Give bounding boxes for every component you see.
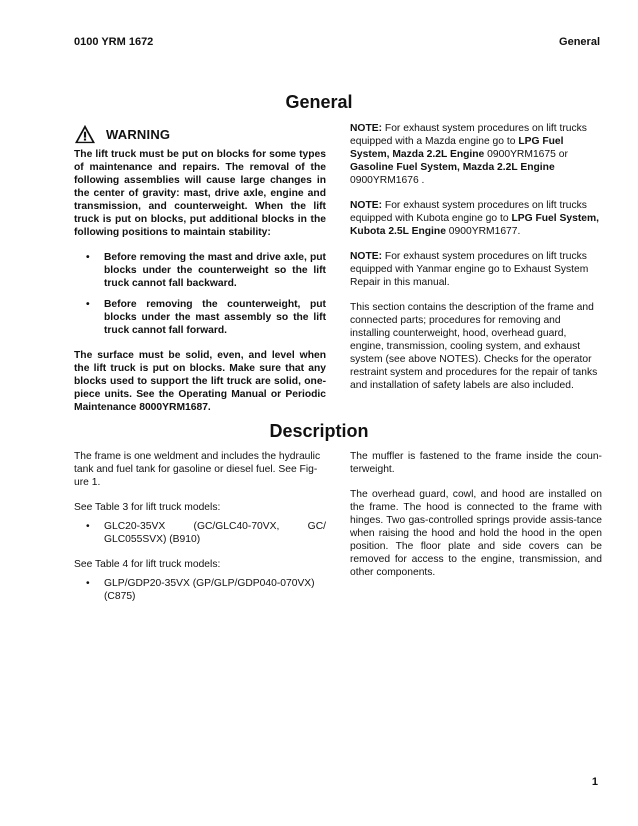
description-frame-text: The frame is one weldment and includes the hydraulic tank and fuel tank for gasoline or diesel fuel. See Fig-ure 1. [74, 451, 321, 488]
warning-block [74, 124, 326, 426]
warning-triangle-icon [74, 124, 96, 144]
page-number: 1 [591, 776, 598, 788]
warning-bullets [74, 251, 326, 337]
note-text: For exhaust system procedures on lift trucks equipped with Kubota engine go to [350, 200, 587, 224]
note-reference: LPG Fuel System, Kubota 2.5L Engine [350, 213, 600, 237]
warning-label: WARNING [106, 126, 171, 142]
notes-column [350, 122, 602, 404]
warning-header [74, 124, 326, 144]
note-reference: Gasoline Fuel System, Mazda 2.2L Engine [350, 162, 555, 173]
note-yanmar [350, 250, 602, 289]
note-mazda [350, 122, 602, 187]
table3-models-list [74, 520, 326, 546]
note-text: 0900YRM1677. [445, 226, 521, 237]
note-text: 0900YRM1675 or [484, 149, 568, 160]
note-label: NOTE: [350, 200, 383, 211]
list-item: • GLP/GDP20-35VX (GP/GLP/GDP040-070VX) (C875) [74, 577, 326, 603]
description-right-column [350, 450, 602, 591]
warning-bullet: • Before removing the counterweight, put blocks under the mast assembly so the lift truck cannot fall forward. [74, 298, 326, 337]
overhead-guard-text: The overhead guard, cowl, and hood are installed on the frame. The hood is connected to the frame with hinges. Two gas-controlled springs provide assis-tance when raising the hood and hold the hood in the open position. The floor plate and side covers can be removed for access to the engine, transmission, and other components. [350, 489, 602, 578]
note-reference: LPG Fuel System, Mazda 2.2L Engine [350, 136, 564, 160]
table4-models-list [74, 577, 326, 603]
note-text: For exhaust system procedures on lift trucks equipped with Yanmar engine go to Exhaust System Repair in this manual. [350, 251, 589, 288]
section-description: This section contains the description of the frame and connected parts; procedures for removing and installing counterweight, hood, overhead guard, engine, transmission, cooling system, and exhaust system (see above NOTES). Checks for the operator restraint system and procedures for the repair of tanks and installation of safety labels are also included. [350, 302, 598, 391]
note-label: NOTE: [350, 251, 383, 262]
header-doc-id: 0100 YRM 1672 [74, 36, 154, 48]
note-kubota [350, 199, 602, 238]
list-item: • GLC20-35VX (GC/GLC40-70VX, GC/ GLC055SVX) (B910) [74, 520, 326, 546]
table4-reference: See Table 4 for lift truck models: [74, 559, 221, 570]
table3-reference: See Table 3 for lift truck models: [74, 502, 221, 513]
note-text: For exhaust system procedures on lift trucks equipped with a Mazda engine go to [350, 123, 587, 147]
note-text: 0900YRM1676 . [350, 175, 425, 186]
description-title: Description [269, 421, 369, 441]
header-section: General [559, 36, 600, 48]
description-left-column [74, 450, 326, 615]
note-label: NOTE: [350, 123, 383, 134]
warning-bullet: • Before removing the mast and drive axle, put blocks under the counterweight so the lift truck cannot fall backward. [74, 251, 326, 290]
warning-closing: The surface must be solid, even, and level when the lift truck is put on blocks. Make sure that any blocks used to support the lift truck are solid, one-piece units. See the Operating Manual or Periodic Maintenance 8000YRM1687. [74, 350, 326, 413]
muffler-text: The muffler is fastened to the frame inside the coun-terweight. [350, 451, 602, 475]
warning-intro: The lift truck must be put on blocks for some types of maintenance and repairs. The removal of the following assemblies will cause large changes in the center of gravity: mast, drive axle, engine and transmission, and counterweight. When the lift truck is put on blocks, put additional blocks in the following positions to maintain stability: [74, 149, 326, 238]
general-title: General [285, 92, 353, 112]
